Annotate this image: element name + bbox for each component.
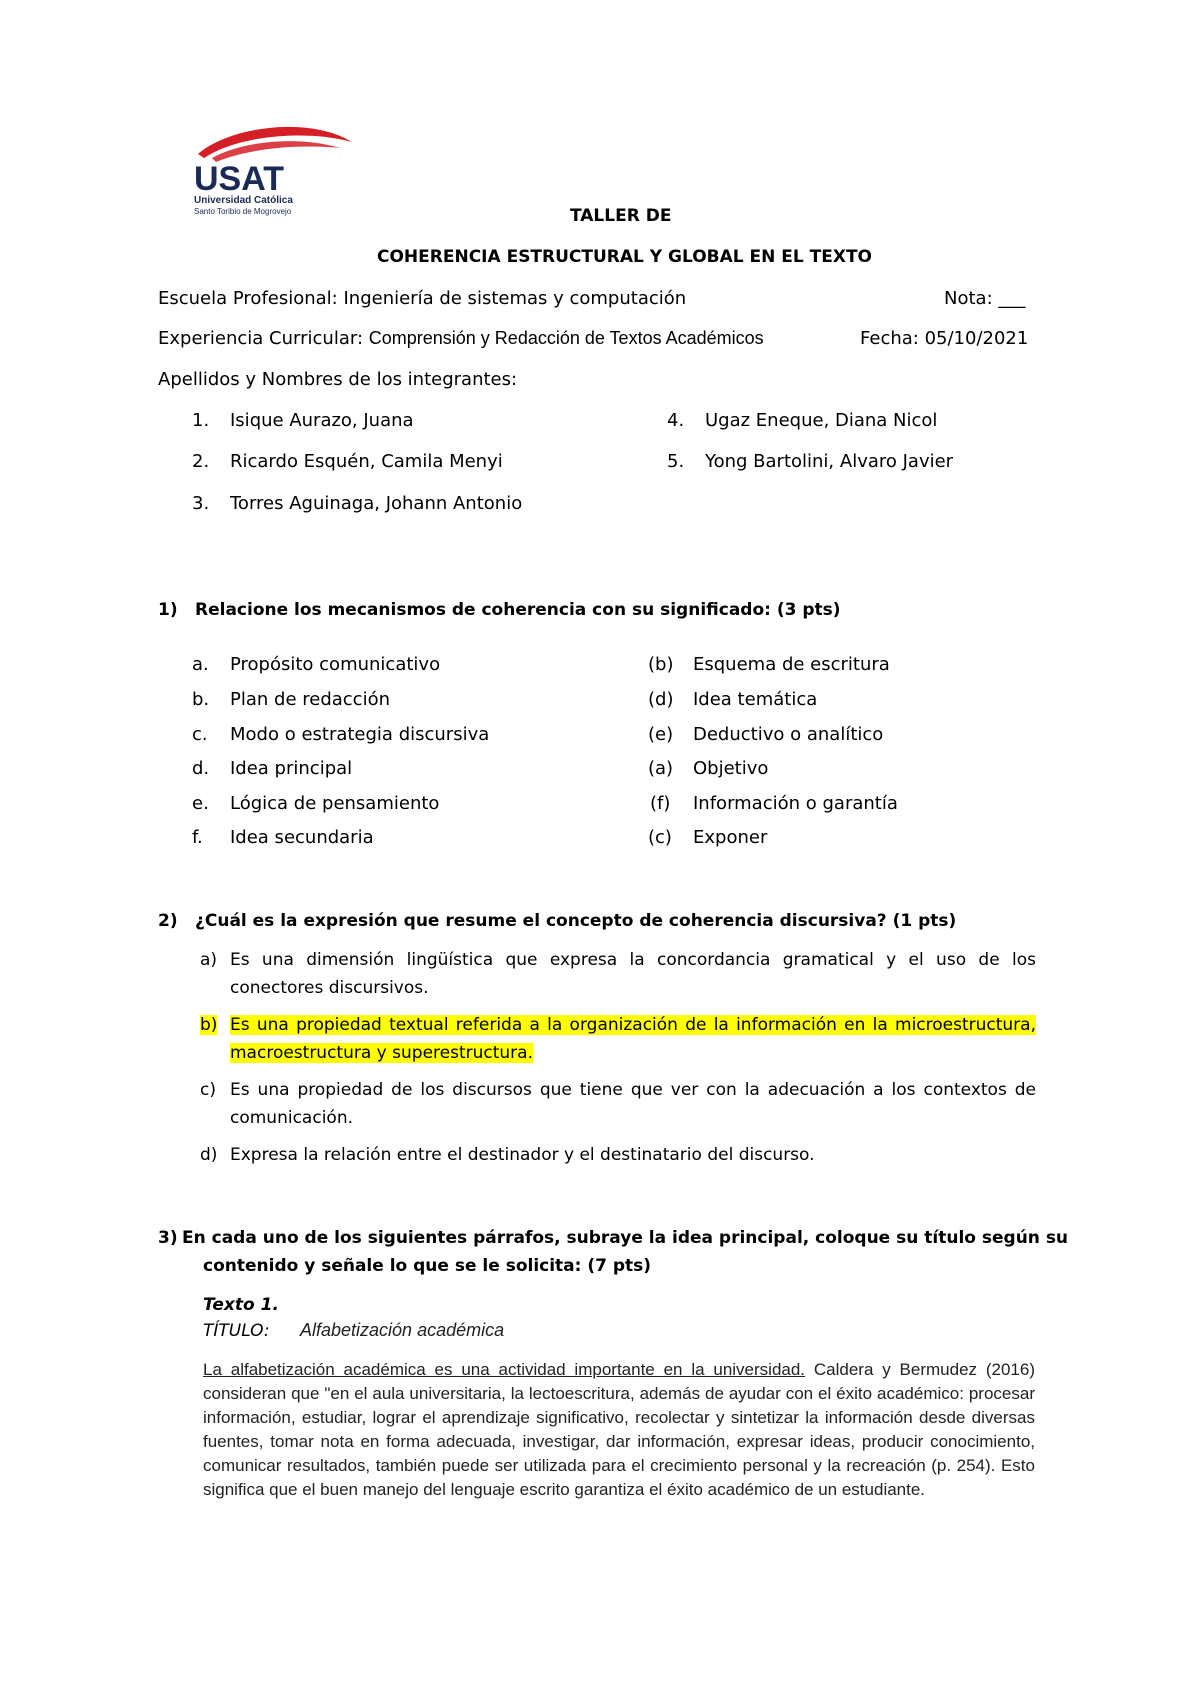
q1-left-item: Idea secundaria [230,827,374,848]
integrante-name: Ugaz Eneque, Diana Nicol [705,410,938,431]
q2-option-letter: a) [200,950,218,970]
q1-left-item: Modo o estrategia discursiva [230,724,490,745]
q1-right-item: Exponer [693,827,768,848]
q1-answer: (d) [648,689,674,710]
usat-logo-mark [190,120,360,220]
q2-option-letter: d) [200,1145,218,1165]
nota-field: Nota: ___ [944,288,1026,309]
q1-left-item: Lógica de pensamiento [230,793,440,814]
integrante-name: Ricardo Esquén, Camila Menyi [230,451,503,472]
q1-left-item: Plan de redacción [230,689,390,710]
q1-left-letter: a. [192,654,209,675]
q1-right-item: Información o garantía [693,793,898,814]
integrantes-label: Apellidos y Nombres de los integrantes: [158,369,518,390]
q2-option-letter: c) [200,1080,216,1100]
integrante-num: 4. [667,410,685,431]
q1-answer: (f) [650,793,671,814]
integrante-num: 5. [667,451,685,472]
q3-text-line1: En cada uno de los siguientes párrafos, subraye la idea principal, coloque su título según su [182,1228,1069,1248]
q3-number: 3) [158,1228,178,1248]
q2-number: 2) [158,911,178,931]
q2-option-text: Expresa la relación entre el destinador y el destinatario del discurso. [230,1145,815,1165]
titulo-label: TÍTULO: [203,1321,270,1341]
logo-line1: Universidad Católica [194,195,293,206]
q1-right-item: Esquema de escritura [693,654,890,675]
q2-option-d [200,1141,1036,1169]
usat-logo [190,120,360,220]
experiencia-value: Comprensión y Redacción de Textos Académicos [368,328,764,348]
q1-text: Relacione los mecanismos de coherencia con su significado: (3 pts) [195,600,841,620]
q1-number: 1) [158,600,178,620]
q1-answer: (b) [648,654,674,675]
q1-left-letter: c. [192,724,208,745]
logo-name: USAT [194,160,285,198]
q1-right-item: Deductivo o analítico [693,724,884,745]
q2-option-b-correct [200,1011,1036,1067]
q1-left-item: Idea principal [230,758,353,779]
q2-option-c [200,1076,1036,1132]
q2-option-text-highlighted: Es una propiedad textual referida a la organización de la información en la microestructura, macroestructura y superestructura. [230,1015,1036,1063]
fecha-field: Fecha: 05/10/2021 [860,328,1029,349]
q1-left-item: Propósito comunicativo [230,654,441,675]
doc-title-2: COHERENCIA ESTRUCTURAL Y GLOBAL EN EL TEXTO [377,247,873,267]
escuela-value: Ingeniería de sistemas y computación [343,288,687,309]
q1-right-item: Idea temática [693,689,818,710]
integrante-num: 3. [192,493,210,514]
q1-answer: (e) [648,724,674,745]
integrante-name: Yong Bartolini, Alvaro Javier [705,451,954,472]
titulo-value: Alfabetización académica [300,1320,505,1340]
integrante-name: Isique Aurazo, Juana [230,410,414,431]
q2-option-letter: b) [200,1015,218,1035]
escuela-row [158,288,686,309]
paragraph-rest: Caldera y Bermudez (2016) consideran que "en el aula universitaria, la lectoescritura, además de ayudar con el éxito académico: procesar información, estudiar, lograr el aprendizaje significativo, recolectar y sintetizar la información desde diversas fuentes, tomar nota en forma adecuada, investigar, dar información, expresar ideas, producir conocimiento, comunicar resultados, también puede ser utilizada para el crecimiento personal y la recreación (p. 254). Esto significa que el buen manejo del lenguaje escrito garantiza el éxito académico de un estudiante. [203,1360,1035,1499]
integrante-name: Torres Aguinaga, Johann Antonio [230,493,523,514]
integrante-num: 1. [192,410,210,431]
q2-text: ¿Cuál es la expresión que resume el concepto de coherencia discursiva? (1 pts) [195,911,957,931]
main-idea-underlined: La alfabetización académica es una actividad importante en la universidad. [203,1360,806,1379]
q1-right-item: Objetivo [693,758,769,779]
doc-title-1: TALLER DE [570,206,672,226]
integrante-num: 2. [192,451,210,472]
q1-left-letter: e. [192,793,209,814]
experiencia-label: Experiencia Curricular: [158,328,364,349]
q1-left-letter: d. [192,758,210,779]
q2-option-a [200,946,1036,1002]
experiencia-row [158,328,764,349]
q3-text-line2: contenido y señale lo que se le solicita: (7 pts) [203,1256,652,1276]
q2-option-text: Es una propiedad de los discursos que tiene que ver con la adecuación a los contextos de comunicación. [230,1080,1036,1128]
escuela-label: Escuela Profesional: [158,288,338,309]
q1-left-letter: b. [192,689,210,710]
logo-line2: Santo Toribio de Mogrovejo [194,207,292,216]
q1-answer: (c) [648,827,672,848]
q1-answer: (a) [648,758,674,779]
texto-label: Texto 1. [203,1295,279,1315]
q1-left-letter: f. [192,827,203,848]
texto-1-paragraph [203,1358,1035,1502]
q2-option-text: Es una dimensión lingüística que expresa la concordancia gramatical y el uso de los conectores discursivos. [230,950,1036,998]
